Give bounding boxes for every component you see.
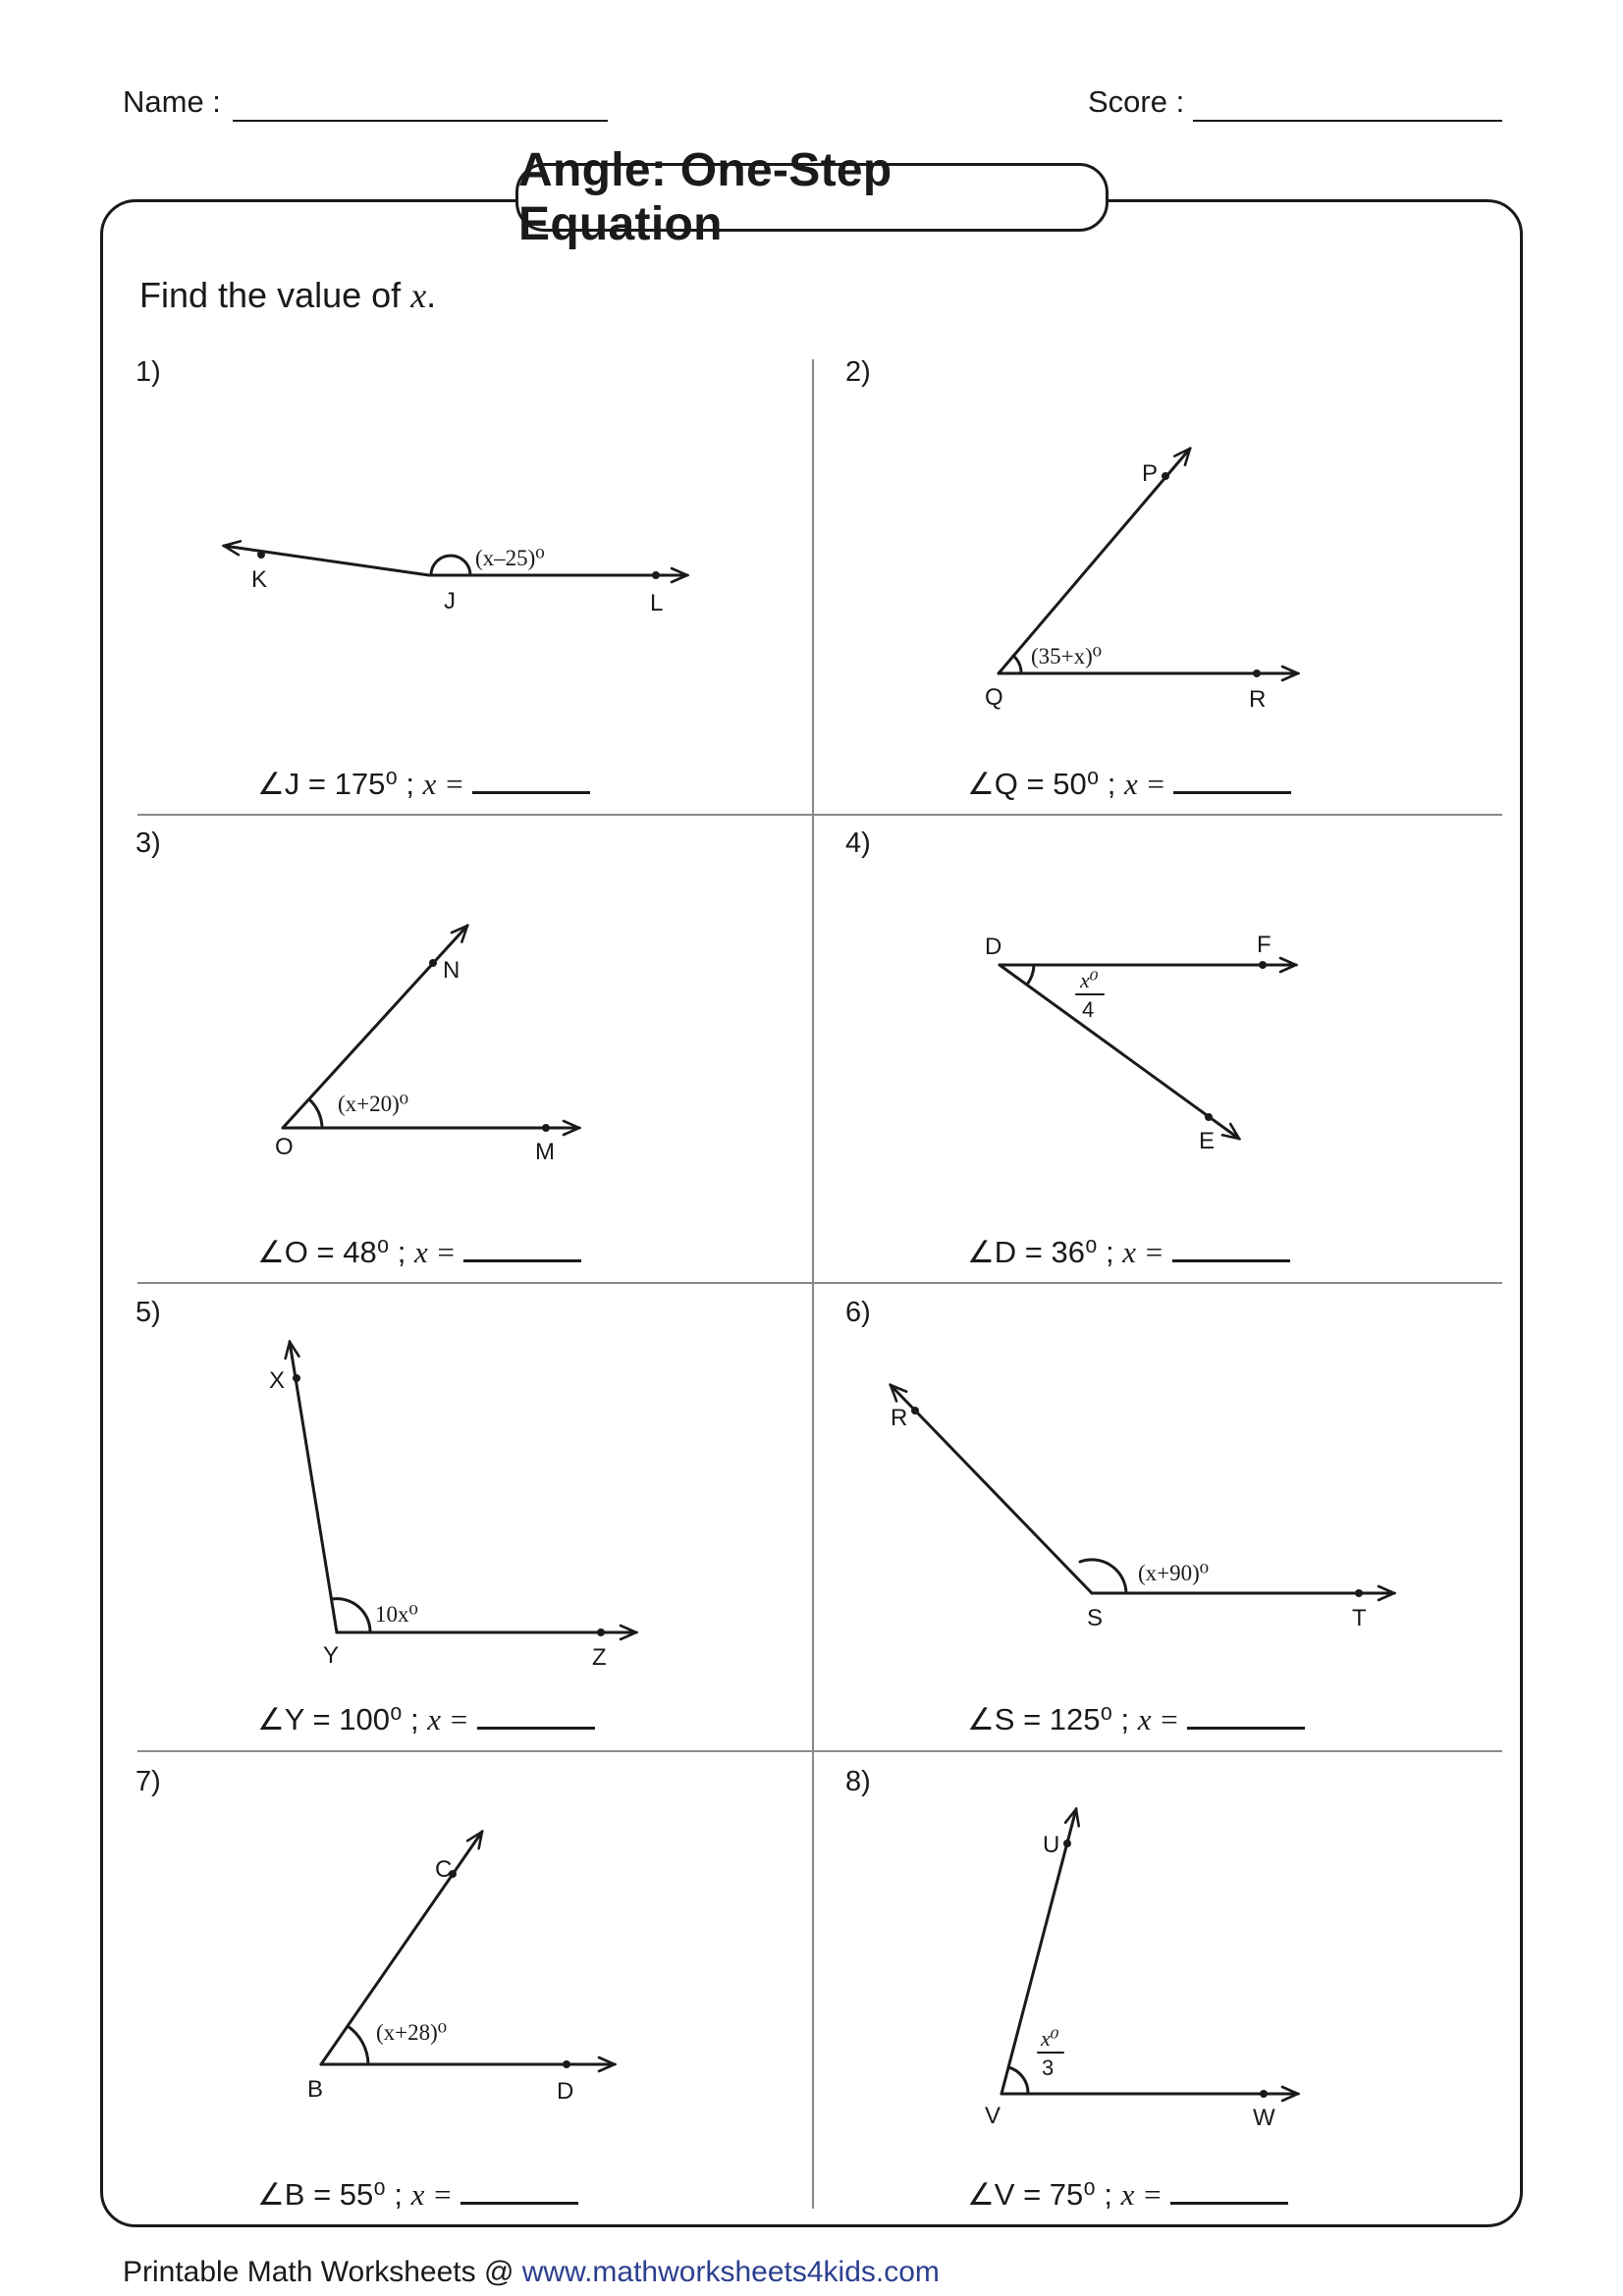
angle-arc: [332, 1599, 370, 1632]
angle-expression-3: (x+20)⁰: [338, 1092, 409, 1116]
point-label-w: W: [1253, 2105, 1275, 2131]
point-label-s: S: [1087, 1605, 1104, 1631]
point-label-z: Z: [592, 1644, 607, 1671]
name-label: Name :: [123, 84, 221, 119]
angle-arc: [1027, 965, 1034, 985]
footer: [123, 2256, 940, 2289]
problem-8-equation: ∠V = 75⁰ ; x =: [967, 2176, 1288, 2213]
problem-number-3: 3): [135, 828, 161, 859]
problem-number-5: 5): [135, 1297, 161, 1328]
angle-expression-1: (x–25)⁰: [475, 546, 545, 570]
point-label-d: D: [985, 934, 1002, 960]
point-label-n: N: [443, 957, 460, 984]
point-label-d: D: [557, 2078, 574, 2105]
problem-number-2: 2): [845, 356, 871, 388]
ray-qp: [999, 449, 1190, 673]
point-label-k: K: [251, 566, 268, 593]
figure-3: [283, 926, 579, 1128]
point-label-r: R: [891, 1405, 908, 1431]
point-label-v: V: [985, 2103, 1001, 2129]
point-label-q: Q: [985, 684, 1003, 711]
point-label-f: F: [1257, 932, 1271, 958]
angle-expression-4-numerator: x⁰: [1080, 968, 1099, 992]
point-label-r: R: [1249, 686, 1267, 713]
point-label-l: L: [650, 590, 664, 616]
instruction-variable: x: [410, 276, 427, 315]
problem-5-equation: ∠Y = 100⁰ ; x =: [257, 1701, 595, 1737]
problem-2-equation: ∠Q = 50⁰ ; x =: [967, 766, 1291, 802]
problem-3-equation: ∠O = 48⁰ ; x =: [257, 1234, 581, 1270]
problem-4-equation: ∠D = 36⁰ ; x =: [967, 1234, 1290, 1270]
problem-number-8: 8): [845, 1766, 871, 1797]
problem-6-equation: ∠S = 125⁰ ; x =: [967, 1701, 1305, 1737]
angle-expression-8-numerator: x⁰: [1041, 2026, 1059, 2051]
point-label-c: C: [435, 1856, 453, 1883]
ray-de: [1000, 965, 1239, 1139]
angle-expression-8-denominator: 3: [1042, 2056, 1055, 2080]
figure-1: [224, 546, 687, 575]
angle-arc: [431, 556, 470, 575]
point-label-x: X: [269, 1367, 286, 1394]
problem-number-1: 1): [135, 356, 161, 388]
score-label: Score :: [1088, 84, 1185, 119]
problem-number-7: 7): [135, 1766, 161, 1797]
figure-4: [1000, 965, 1296, 1139]
point-label-b: B: [307, 2076, 324, 2103]
angle-expression-2: (35+x)⁰: [1031, 644, 1103, 668]
problem-number-4: 4): [845, 828, 871, 859]
angle-expression-7: (x+28)⁰: [376, 2020, 448, 2045]
figure-5: [290, 1342, 636, 1632]
angle-expression-4-denominator: 4: [1082, 997, 1095, 1022]
ray-sr: [891, 1385, 1092, 1593]
angle-expression-5: 10x⁰: [375, 1602, 418, 1627]
point-label-j: J: [444, 588, 456, 614]
point-label-y: Y: [323, 1642, 340, 1669]
point-label-p: P: [1142, 460, 1159, 487]
point-label-t: T: [1352, 1605, 1367, 1631]
angle-arc: [1008, 2067, 1028, 2094]
ray-vu: [1001, 1809, 1076, 2094]
instruction-period: .: [426, 275, 437, 315]
angle-arc: [309, 1099, 322, 1128]
footer-text: Printable Math Worksheets @: [123, 2256, 514, 2288]
footer-link[interactable]: www.mathworksheets4kids.com: [521, 2256, 940, 2288]
instruction-text: Find the value of: [139, 275, 402, 315]
point-label-u: U: [1043, 1832, 1060, 1858]
worksheet-title: Angle: One-Step Equation: [515, 163, 1109, 232]
point-label-m: M: [535, 1139, 555, 1165]
angle-arc: [1013, 656, 1021, 673]
figure-7: [321, 1832, 615, 2064]
point-label-e: E: [1199, 1128, 1216, 1154]
problem-number-6: 6): [845, 1297, 871, 1328]
ray-yx: [290, 1342, 337, 1632]
problem-7-equation: ∠B = 55⁰ ; x =: [257, 2176, 578, 2213]
angle-expression-6: (x+90)⁰: [1138, 1561, 1210, 1585]
angle-arc: [348, 2026, 368, 2064]
problem-1-equation: ∠J = 175⁰ ; x =: [257, 766, 590, 802]
point-label-o: O: [275, 1134, 294, 1160]
